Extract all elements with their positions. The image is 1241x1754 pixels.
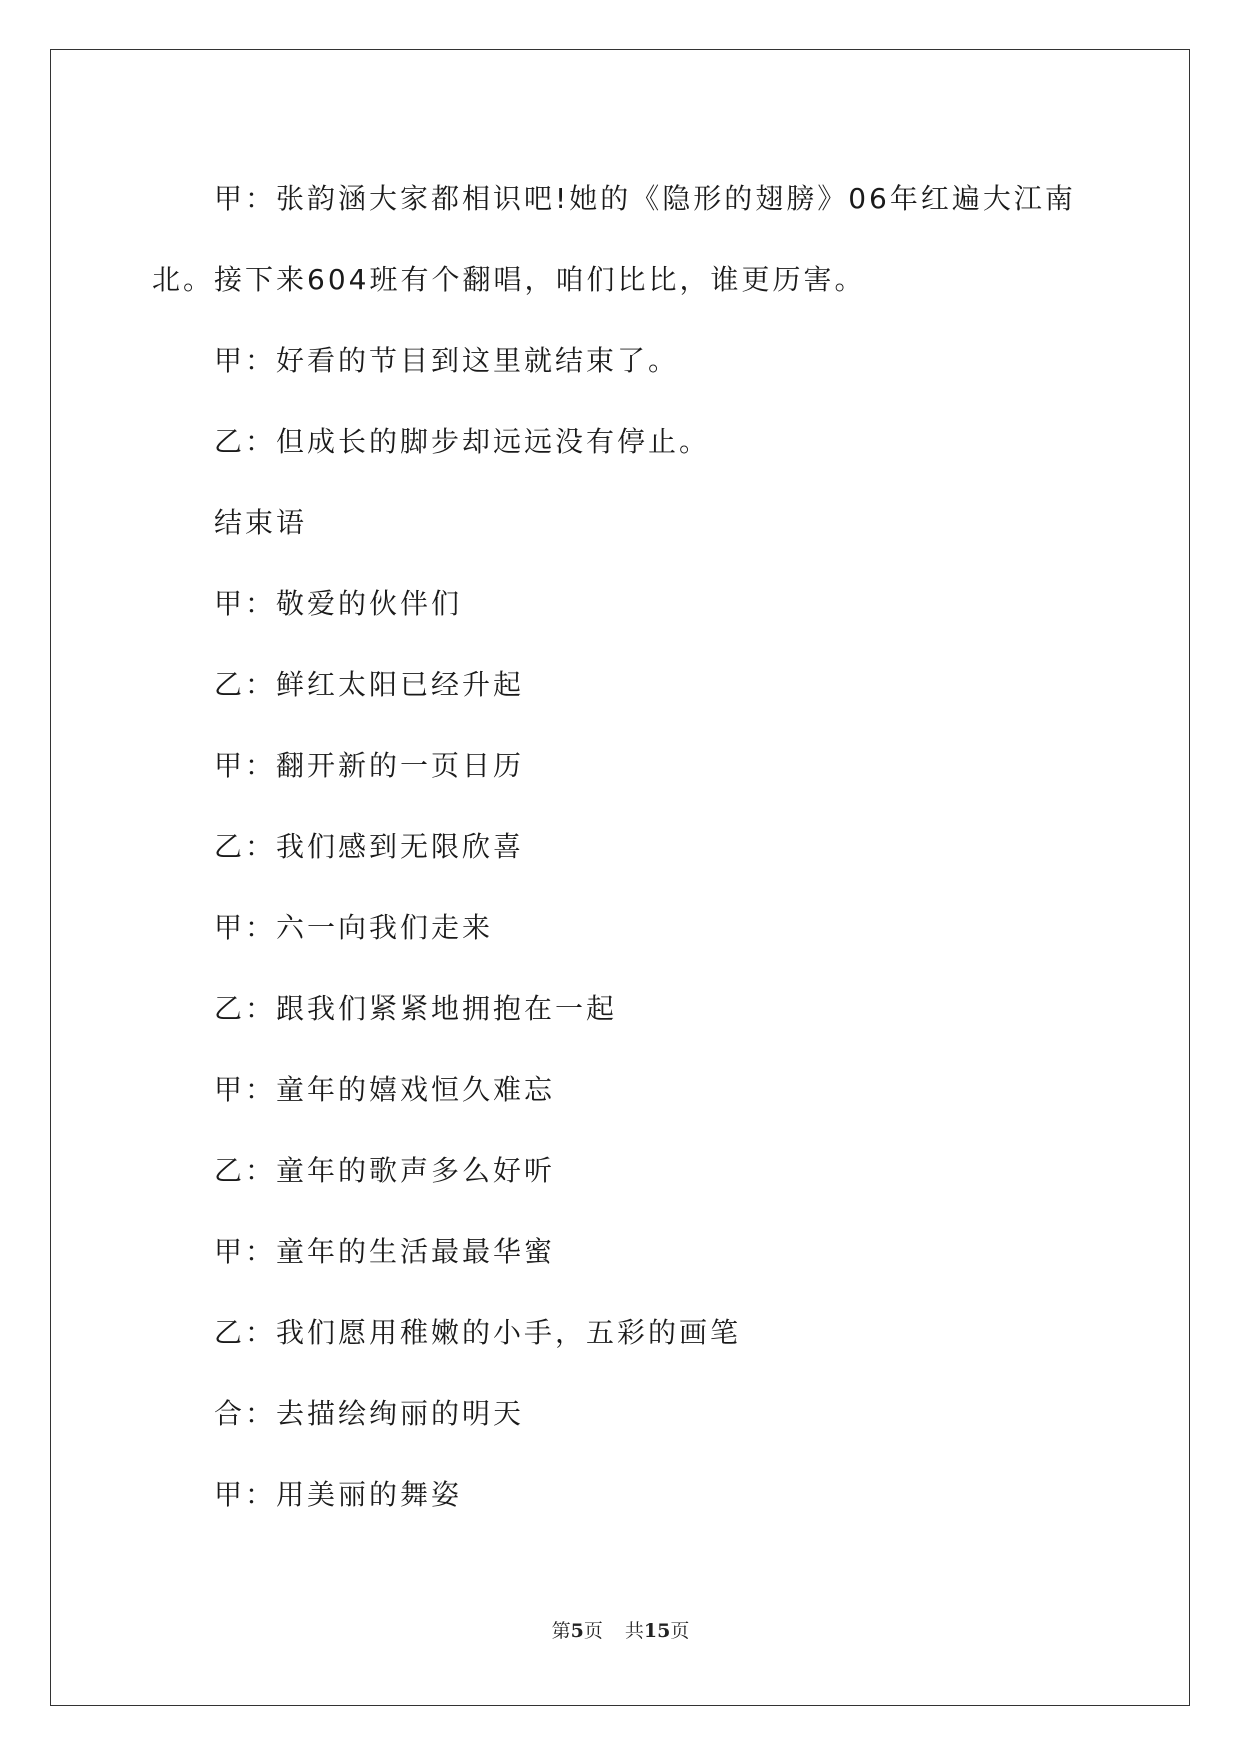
footer-page-suffix: 页: [583, 1620, 603, 1642]
paragraph: 乙：跟我们紧紧地拥抱在一起: [214, 992, 618, 1025]
footer-total-prefix: 共: [624, 1620, 644, 1642]
paragraph: 甲：六一向我们走来: [214, 911, 494, 944]
footer-page-number: 5: [570, 1620, 584, 1642]
page-footer: [0, 1616, 1241, 1643]
paragraph: 甲：童年的生活最最华蜜: [214, 1235, 556, 1268]
footer-prefix: 第: [551, 1620, 571, 1642]
paragraph: 乙：我们感到无限欣喜: [214, 830, 525, 863]
paragraph: 合：去描绘绚丽的明天: [214, 1397, 525, 1430]
paragraph: 甲：翻开新的一页日历: [214, 749, 525, 782]
section-heading: 结束语: [214, 506, 308, 539]
paragraph: 甲：童年的嬉戏恒久难忘: [214, 1073, 556, 1106]
paragraph: 甲：好看的节目到这里就结束了。: [214, 344, 680, 377]
paragraph-line: 甲：张韵涵大家都相识吧!她的《隐形的翅膀》06年红遍大江南: [214, 182, 1076, 215]
paragraph: 乙：我们愿用稚嫩的小手，五彩的画笔: [214, 1316, 742, 1349]
paragraph: 甲：用美丽的舞姿: [214, 1478, 463, 1511]
paragraph: 乙：鲜红太阳已经升起: [214, 668, 525, 701]
footer-total-suffix: 页: [670, 1620, 690, 1642]
paragraph-line: 北。接下来604班有个翻唱，咱们比比，谁更历害。: [152, 263, 866, 296]
footer-total-pages: 15: [643, 1620, 671, 1642]
paragraph: 甲：敬爱的伙伴们: [214, 587, 463, 620]
paragraph: 乙：但成长的脚步却远远没有停止。: [214, 425, 711, 458]
document-body: [152, 158, 1082, 1535]
paragraph-intro: [152, 158, 1082, 320]
paragraph: 乙：童年的歌声多么好听: [214, 1154, 556, 1187]
